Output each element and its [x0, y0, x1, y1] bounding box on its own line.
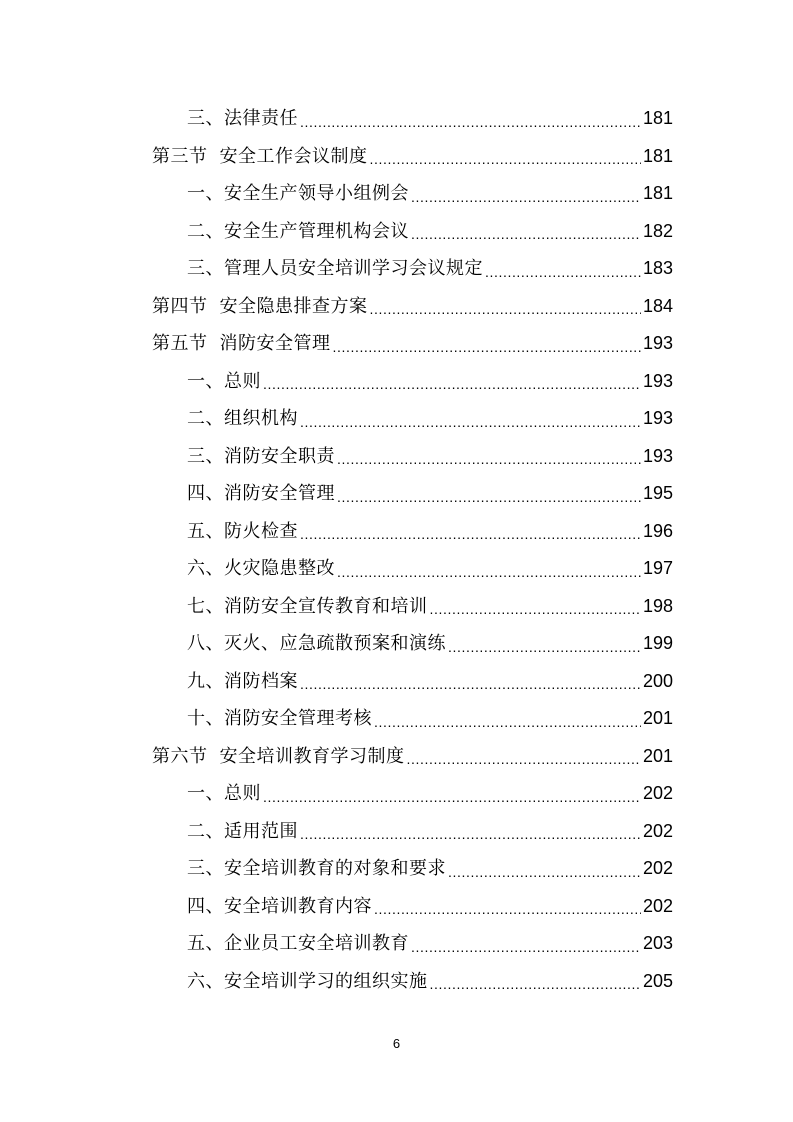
dot-leader: [263, 775, 641, 813]
toc-entry-page: 201: [642, 745, 673, 766]
toc-entry-page: 181: [642, 108, 673, 128]
toc-section-label: 安全隐患排查方案: [219, 295, 368, 317]
dot-leader: [300, 100, 641, 138]
toc-entry[interactable]: [187, 625, 673, 663]
toc-entry-label: 六、火灾隐患整改: [187, 558, 335, 579]
dot-leader: [411, 925, 641, 963]
toc-entry-page: 193: [642, 445, 673, 466]
toc-entry-page: 195: [642, 483, 673, 503]
toc-entry-page: 198: [642, 595, 673, 616]
dot-leader: [337, 475, 641, 513]
toc-entry[interactable]: [187, 513, 673, 551]
toc-entry-page: 203: [642, 933, 673, 953]
dot-leader: [333, 325, 641, 363]
dot-leader: [300, 663, 641, 701]
dot-leader: [300, 513, 641, 551]
toc-entry-page: 193: [642, 333, 673, 353]
toc-section-label: 安全培训教育学习制度: [219, 745, 405, 767]
toc-entry-page: 201: [642, 708, 673, 728]
toc-entry[interactable]: [187, 175, 673, 213]
toc-entry[interactable]: [187, 888, 673, 926]
dot-leader: [430, 588, 641, 626]
dot-leader: [370, 288, 641, 326]
toc-entry-page: 183: [642, 258, 673, 278]
toc-entry[interactable]: [187, 963, 673, 1001]
toc-entry-page: 205: [642, 970, 673, 991]
dot-leader: [448, 850, 641, 888]
toc-entry-page: 181: [642, 145, 673, 166]
toc-entry-page: 199: [642, 633, 673, 653]
toc-entry-label: 八、灭火、应急疏散预案和演练: [187, 633, 446, 654]
toc-entry[interactable]: [187, 700, 673, 738]
toc-entry-page: 202: [642, 858, 673, 878]
toc-entry[interactable]: [187, 663, 673, 701]
toc-section-number: 第六节: [152, 745, 208, 767]
toc-entry-page: 202: [642, 783, 673, 803]
toc-entry[interactable]: [187, 363, 673, 401]
toc-entry-label: 二、适用范围: [187, 820, 298, 842]
toc-entry-label: 三、管理人员安全培训学习会议规定: [187, 258, 483, 279]
toc-entry[interactable]: [187, 813, 673, 851]
dot-leader: [374, 700, 641, 738]
dot-leader: [430, 963, 641, 1001]
toc-entry-page: 181: [642, 183, 673, 203]
toc-entry[interactable]: [187, 775, 673, 813]
toc-entry-label: 四、安全培训教育内容: [187, 895, 372, 917]
toc-entry-label: 三、法律责任: [187, 108, 298, 129]
dot-leader: [411, 213, 641, 251]
toc-entry[interactable]: [187, 588, 673, 626]
dot-leader: [370, 138, 641, 176]
toc-entry[interactable]: [187, 550, 673, 588]
toc-section-number: 第四节: [152, 295, 208, 317]
dot-leader: [337, 550, 641, 588]
toc-entry-page: 193: [642, 370, 673, 391]
toc-section-entry[interactable]: [152, 288, 673, 326]
toc-entry[interactable]: [187, 475, 673, 513]
toc-section-entry[interactable]: [152, 325, 673, 363]
toc-entry[interactable]: [187, 213, 673, 251]
toc-entry-label: 二、组织机构: [187, 408, 298, 429]
dot-leader: [411, 175, 641, 213]
toc-entry-label: 十、消防安全管理考核: [187, 708, 372, 729]
dot-leader: [263, 363, 641, 401]
toc-entry-label: 六、安全培训学习的组织实施: [187, 970, 428, 992]
dot-leader: [407, 738, 641, 776]
toc-entry-label: 一、总则: [187, 370, 261, 392]
dot-leader: [337, 438, 641, 476]
toc-entry[interactable]: [187, 400, 673, 438]
toc-section-label: 消防安全管理: [219, 333, 331, 354]
toc-section-label: 安全工作会议制度: [219, 145, 368, 167]
toc-entry-label: 三、安全培训教育的对象和要求: [187, 858, 446, 879]
toc-entry-label: 七、消防安全宣传教育和培训: [187, 595, 428, 617]
toc-section-entry[interactable]: [152, 738, 673, 776]
dot-leader: [485, 250, 641, 288]
toc-entry[interactable]: [187, 925, 673, 963]
toc-entry-label: 五、防火检查: [187, 520, 298, 542]
toc-entry-label: 四、消防安全管理: [187, 483, 335, 504]
toc-entry-page: 182: [642, 220, 673, 241]
toc-section-entry[interactable]: [152, 138, 673, 176]
toc-entry[interactable]: [187, 100, 673, 138]
toc-entry-page: 202: [642, 895, 673, 916]
toc-entry-page: 184: [642, 295, 673, 316]
toc-entry-label: 五、企业员工安全培训教育: [187, 933, 409, 954]
toc-entry[interactable]: [187, 850, 673, 888]
toc-entry-label: 一、安全生产领导小组例会: [187, 183, 409, 204]
toc-section-number: 第三节: [152, 145, 208, 167]
toc-entry[interactable]: [187, 438, 673, 476]
dot-leader: [300, 813, 641, 851]
dot-leader: [300, 400, 641, 438]
toc-section-number: 第五节: [152, 333, 208, 354]
toc-entry-label: 九、消防档案: [187, 670, 298, 692]
toc-entry-label: 一、总则: [187, 783, 261, 804]
dot-leader: [374, 888, 641, 926]
page-number: 6: [392, 1036, 401, 1051]
toc-entry-label: 二、安全生产管理机构会议: [187, 220, 409, 242]
toc-entry[interactable]: [187, 250, 673, 288]
toc-entry-page: 202: [642, 820, 673, 841]
toc-entry-page: 193: [642, 408, 673, 428]
dot-leader: [448, 625, 641, 663]
toc-entry-label: 三、消防安全职责: [187, 445, 335, 467]
toc-entry-page: 200: [642, 670, 673, 691]
toc-entry-page: 196: [642, 520, 673, 541]
toc-entry-page: 197: [642, 558, 673, 578]
